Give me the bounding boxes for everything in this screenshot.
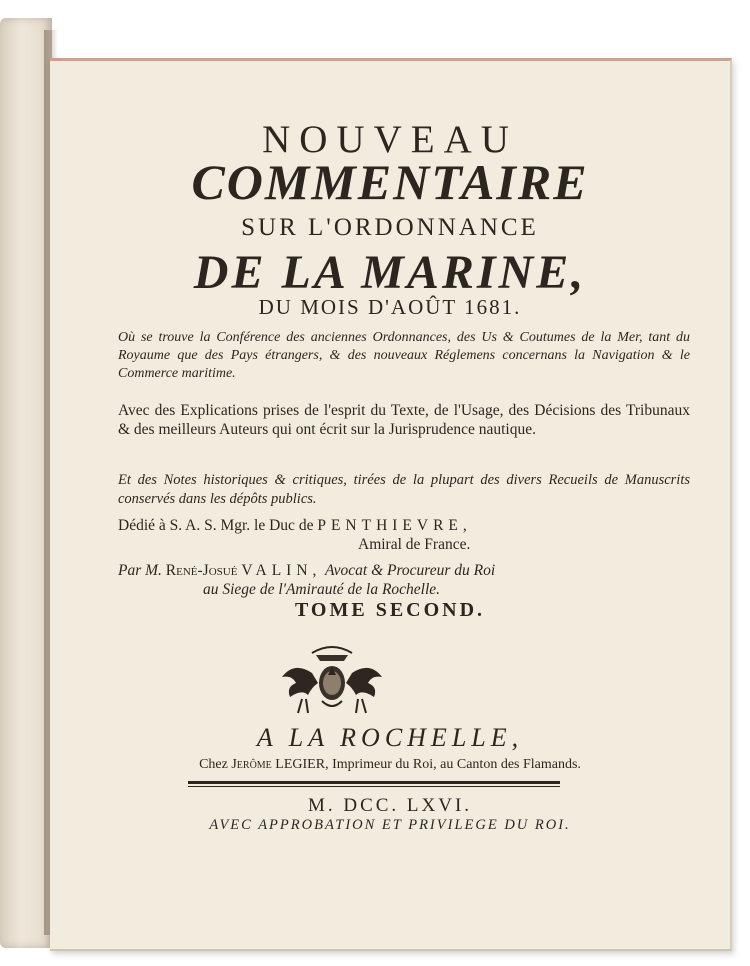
author-line-1 — [118, 562, 495, 579]
printer-given-name: Jerôme — [231, 757, 272, 772]
author-title: Avocat & Procureur du Roi — [325, 562, 496, 579]
title-line-marine: DE LA MARINE, — [193, 246, 587, 299]
author — [118, 561, 690, 599]
description-paragraph-2: Avec des Explications prises de l'esprit du Texte, de l'Usage, des Décisions des Tribunaux & des meilleurs Auteurs qui ont écrit sur la Jurisprudence nautique. — [118, 402, 690, 438]
description-paragraph-1: Où se trouve la Conférence des anciennes Ordonnances, des Us & Coutumes de la Mer, tant du Royaume que des Pays étrangers, & des nouveaux Réglemens concernans la Navigation & le Commerce maritime. — [118, 330, 690, 381]
publication-year: M. DCC. LXVI. — [307, 795, 473, 816]
title-page — [50, 58, 732, 951]
author-line-2: au Siege de l'Amirauté de la Rochelle. — [203, 581, 441, 598]
title-line-ordonnance: SUR L'ORDONNANCE — [241, 214, 539, 241]
dedication-name: PENTHIEVRE, — [317, 517, 472, 534]
heraldic-eagles-vignette-icon — [272, 639, 392, 719]
dedication — [118, 516, 690, 554]
author-surname: VALIN, — [241, 562, 322, 579]
dedication-line-2: Amiral de France. — [358, 536, 471, 553]
title-line-nouveau: NOUVEAU — [262, 118, 518, 161]
double-rule-thick — [188, 781, 560, 784]
dedication-text: Dédié à S. A. S. Mgr. le Duc de — [118, 517, 314, 534]
description-paragraph-3: Et des Notes historiques & critiques, tirées de la plupart des divers Recueils de Manuscrits conservés dans les dépôts publics. — [118, 472, 690, 507]
royal-privilege: AVEC APPROBATION ET PRIVILEGE DU ROI. — [209, 817, 571, 833]
author-given-names: René-Josué — [165, 562, 238, 579]
double-rule-thin — [188, 786, 560, 787]
title-page-text — [50, 61, 730, 949]
printer-prefix: Chez — [199, 757, 228, 772]
place-of-publication: A LA ROCHELLE, — [256, 723, 524, 752]
title-line-date: DU MOIS D'AOÛT 1681. — [258, 295, 522, 319]
printer-details: LEGIER, Imprimeur du Roi, au Canton des Flamands. — [275, 757, 581, 772]
tome-label: TOME SECOND. — [294, 599, 486, 621]
printer-line — [50, 757, 730, 773]
title-line-commentaire: COMMENTAIRE — [191, 154, 589, 210]
author-prefix: Par M. — [118, 562, 162, 579]
dedication-line-1 — [118, 516, 690, 535]
